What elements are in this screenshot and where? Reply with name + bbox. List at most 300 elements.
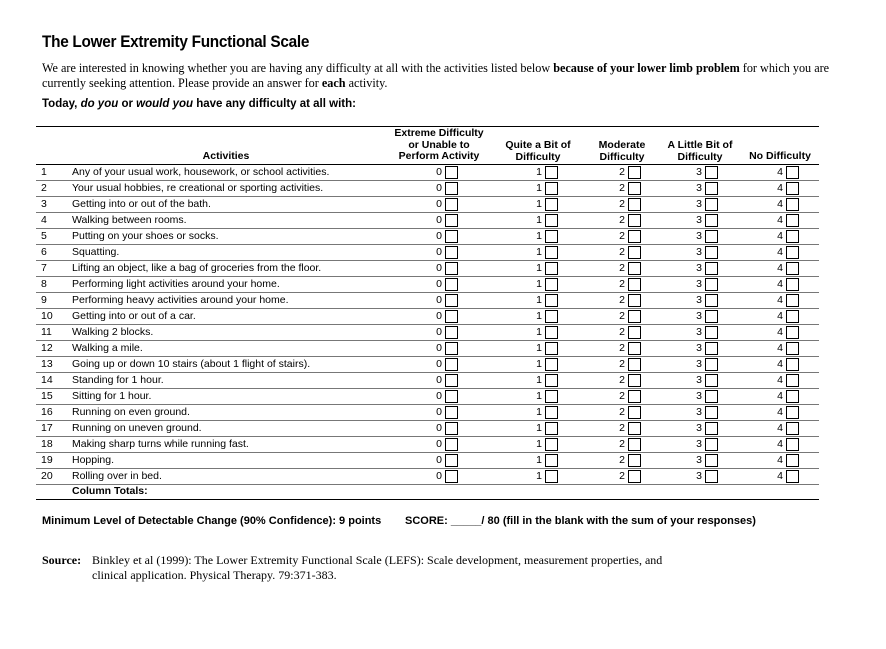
score-option[interactable] (601, 438, 641, 451)
score-checkbox[interactable] (705, 230, 718, 243)
score-checkbox[interactable] (445, 294, 458, 307)
score-checkbox[interactable] (445, 182, 458, 195)
score-option[interactable] (418, 326, 458, 339)
score-checkbox[interactable] (705, 390, 718, 403)
score-value: 0 (436, 390, 442, 402)
score-checkbox[interactable] (445, 438, 458, 451)
score-value: 0 (436, 310, 442, 322)
score-option[interactable] (759, 326, 799, 339)
score-checkbox[interactable] (705, 246, 718, 259)
score-checkbox[interactable] (545, 262, 558, 275)
score-value: 4 (777, 438, 783, 450)
score-option[interactable] (601, 454, 641, 467)
score-option[interactable] (418, 470, 458, 483)
score-option[interactable] (418, 358, 458, 371)
score-option[interactable] (418, 438, 458, 451)
score-value: 3 (696, 310, 702, 322)
score-option[interactable] (678, 182, 718, 195)
score-option[interactable] (601, 358, 641, 371)
score-option[interactable] (518, 198, 558, 211)
score-option[interactable] (601, 166, 641, 179)
score-value: 1 (536, 390, 542, 402)
score-value: 2 (619, 214, 625, 226)
score-checkbox[interactable] (705, 438, 718, 451)
score-option[interactable] (759, 342, 799, 355)
score-value: 4 (777, 374, 783, 386)
score-option[interactable] (418, 278, 458, 291)
score-checkbox[interactable] (786, 438, 799, 451)
score-value: 3 (696, 422, 702, 434)
activity-label: Performing heavy activities around your home. (72, 294, 289, 306)
score-value: 3 (696, 198, 702, 210)
table-row (36, 373, 819, 389)
score-option[interactable] (678, 438, 718, 451)
intro-part: We are interested in knowing whether you are having any difficulty at all with the activities listed below (42, 61, 554, 75)
score-value: 4 (777, 198, 783, 210)
score-option[interactable] (418, 230, 458, 243)
table-row (36, 181, 819, 197)
score-checkbox[interactable] (628, 454, 641, 467)
score-checkbox[interactable] (628, 278, 641, 291)
score-checkbox[interactable] (705, 198, 718, 211)
score-checkbox[interactable] (786, 326, 799, 339)
activity-label: Walking a mile. (72, 342, 143, 354)
score-checkbox[interactable] (545, 278, 558, 291)
score-checkbox[interactable] (705, 310, 718, 323)
score-option[interactable] (759, 390, 799, 403)
score-option[interactable] (678, 310, 718, 323)
score-option[interactable] (601, 246, 641, 259)
score-checkbox[interactable] (545, 246, 558, 259)
score-checkbox[interactable] (628, 438, 641, 451)
table-row (36, 357, 819, 373)
score-value: 3 (696, 166, 702, 178)
score-checkbox[interactable] (628, 310, 641, 323)
score-checkbox[interactable] (445, 166, 458, 179)
score-value: 0 (436, 326, 442, 338)
score-option[interactable] (678, 198, 718, 211)
score-option[interactable] (518, 246, 558, 259)
score-value: 1 (536, 438, 542, 450)
score-checkbox[interactable] (628, 294, 641, 307)
score-option[interactable] (418, 198, 458, 211)
score-option[interactable] (518, 422, 558, 435)
row-number: 5 (41, 230, 47, 242)
intro-part: for which you are currently seeking attention. Please provide an answer for (42, 61, 830, 90)
score-checkbox[interactable] (445, 470, 458, 483)
score-option[interactable] (601, 374, 641, 387)
score-value: 4 (777, 262, 783, 274)
score-option[interactable] (759, 438, 799, 451)
score-value: 0 (436, 374, 442, 386)
score-value: 4 (777, 406, 783, 418)
score-checkbox[interactable] (786, 246, 799, 259)
score-option[interactable] (518, 406, 558, 419)
header-line: Quite a Bit of (505, 139, 571, 151)
score-checkbox[interactable] (786, 374, 799, 387)
score-checkbox[interactable] (628, 406, 641, 419)
score-checkbox[interactable] (786, 278, 799, 291)
score-checkbox[interactable] (705, 326, 718, 339)
header-moderate (582, 140, 662, 163)
score-checkbox[interactable] (786, 454, 799, 467)
score-value: 1 (536, 358, 542, 370)
score-checkbox[interactable] (705, 342, 718, 355)
score-option[interactable] (759, 406, 799, 419)
score-checkbox[interactable] (705, 166, 718, 179)
score-value: 1 (536, 342, 542, 354)
score-checkbox[interactable] (445, 342, 458, 355)
score-checkbox[interactable] (628, 246, 641, 259)
score-option[interactable] (418, 166, 458, 179)
table-row (36, 165, 819, 181)
score-checkbox[interactable] (786, 342, 799, 355)
score-value: 1 (536, 278, 542, 290)
row-number: 3 (41, 198, 47, 210)
activity-label: Your usual hobbies, re creational or sporting activities. (72, 182, 324, 194)
score-checkbox[interactable] (545, 342, 558, 355)
score-checkbox[interactable] (445, 406, 458, 419)
score-value: 1 (536, 310, 542, 322)
intro-emphasis: each (321, 75, 346, 90)
score-option[interactable] (601, 326, 641, 339)
score-checkbox[interactable] (786, 310, 799, 323)
score-checkbox[interactable] (445, 422, 458, 435)
score-option[interactable] (759, 262, 799, 275)
score-option[interactable] (518, 294, 558, 307)
score-checkbox[interactable] (445, 390, 458, 403)
score-checkbox[interactable] (786, 182, 799, 195)
score-option[interactable] (678, 454, 718, 467)
score-checkbox[interactable] (628, 230, 641, 243)
score-option[interactable] (601, 214, 641, 227)
score-checkbox[interactable] (786, 470, 799, 483)
score-checkbox[interactable] (628, 342, 641, 355)
header-line: or Unable to (408, 138, 470, 151)
score-value: 4 (777, 166, 783, 178)
score-option[interactable] (759, 166, 799, 179)
score-value: 2 (619, 310, 625, 322)
score-value: 4 (777, 182, 783, 194)
score-option[interactable] (678, 470, 718, 483)
score-checkbox[interactable] (545, 230, 558, 243)
score-value: 0 (436, 470, 442, 482)
score-option[interactable] (678, 422, 718, 435)
score-option[interactable] (601, 310, 641, 323)
score-checkbox[interactable] (445, 454, 458, 467)
score-option[interactable] (759, 358, 799, 371)
score-value: 0 (436, 438, 442, 450)
score-option[interactable] (678, 326, 718, 339)
score-option[interactable] (518, 310, 558, 323)
score-value: 2 (619, 246, 625, 258)
score-option[interactable] (678, 214, 718, 227)
score-option[interactable] (678, 278, 718, 291)
header-line: Moderate (598, 139, 646, 151)
row-number: 12 (41, 342, 53, 354)
score-value: 0 (436, 278, 442, 290)
score-value: 2 (619, 422, 625, 434)
table-row (36, 325, 819, 341)
score-checkbox[interactable] (445, 246, 458, 259)
score-checkbox[interactable] (628, 262, 641, 275)
score-value: 3 (696, 342, 702, 354)
score-option[interactable] (518, 166, 558, 179)
row-number: 7 (41, 262, 47, 274)
score-checkbox[interactable] (705, 454, 718, 467)
score-checkbox[interactable] (545, 422, 558, 435)
score-option[interactable] (418, 390, 458, 403)
table-row (36, 341, 819, 357)
score-checkbox[interactable] (545, 454, 558, 467)
score-checkbox[interactable] (628, 182, 641, 195)
score-value: 3 (696, 262, 702, 274)
score-option[interactable] (678, 262, 718, 275)
score-option[interactable] (759, 294, 799, 307)
score-checkbox[interactable] (628, 470, 641, 483)
score-option[interactable] (418, 262, 458, 275)
activity-label: Standing for 1 hour. (72, 374, 164, 386)
score-option[interactable] (518, 390, 558, 403)
score-option[interactable] (601, 390, 641, 403)
score-option[interactable] (418, 294, 458, 307)
score-value: 3 (696, 406, 702, 418)
score-value: 0 (436, 246, 442, 258)
score-option[interactable] (759, 310, 799, 323)
score-checkbox[interactable] (445, 262, 458, 275)
score-value: 1 (536, 326, 542, 338)
score-option[interactable] (601, 230, 641, 243)
score-checkbox[interactable] (628, 214, 641, 227)
score-value: 1 (536, 454, 542, 466)
score-checkbox[interactable] (545, 374, 558, 387)
score-value: 3 (696, 358, 702, 370)
score-checkbox[interactable] (545, 166, 558, 179)
score-option[interactable] (678, 342, 718, 355)
activity-label: Making sharp turns while running fast. (72, 438, 249, 450)
score-option[interactable] (418, 182, 458, 195)
score-checkbox[interactable] (545, 326, 558, 339)
score-value: 4 (777, 358, 783, 370)
header-activities: Activities (202, 150, 250, 162)
prompt-emphasis: would you (136, 98, 194, 110)
score-option[interactable] (418, 342, 458, 355)
score-value: 3 (696, 214, 702, 226)
score-option[interactable] (418, 310, 458, 323)
score-checkbox[interactable] (545, 406, 558, 419)
score-value: 2 (619, 342, 625, 354)
score-option[interactable] (418, 422, 458, 435)
score-value: 3 (696, 374, 702, 386)
score-option[interactable] (759, 198, 799, 211)
source-label: Source: (42, 553, 82, 567)
score-option[interactable] (601, 262, 641, 275)
score-checkbox[interactable] (545, 358, 558, 371)
score-value: 3 (696, 470, 702, 482)
score-option[interactable] (678, 294, 718, 307)
score-checkbox[interactable] (628, 390, 641, 403)
table-row (36, 405, 819, 421)
score-checkbox[interactable] (545, 294, 558, 307)
row-number: 14 (41, 374, 53, 386)
score-checkbox[interactable] (705, 358, 718, 371)
score-checkbox[interactable] (545, 470, 558, 483)
score-checkbox[interactable] (445, 358, 458, 371)
score-checkbox[interactable] (545, 438, 558, 451)
score-value: 4 (777, 310, 783, 322)
row-number: 18 (41, 438, 53, 450)
score-option[interactable] (678, 230, 718, 243)
score-option[interactable] (518, 358, 558, 371)
score-option[interactable] (678, 246, 718, 259)
score-checkbox[interactable] (786, 214, 799, 227)
score-value: 0 (436, 262, 442, 274)
score-checkbox[interactable] (786, 294, 799, 307)
score-checkbox[interactable] (705, 262, 718, 275)
score-option[interactable] (418, 454, 458, 467)
score-option[interactable] (518, 438, 558, 451)
table-row (36, 309, 819, 325)
score-checkbox[interactable] (628, 166, 641, 179)
score-checkbox[interactable] (545, 198, 558, 211)
score-checkbox[interactable] (445, 214, 458, 227)
score-option[interactable] (759, 214, 799, 227)
score-value: 0 (436, 294, 442, 306)
score-value: 2 (619, 374, 625, 386)
score-option[interactable] (418, 246, 458, 259)
score-option[interactable] (678, 166, 718, 179)
row-number: 20 (41, 470, 53, 482)
score-checkbox[interactable] (705, 214, 718, 227)
activity-label: Getting into or out of a car. (72, 310, 196, 322)
score-checkbox[interactable] (786, 406, 799, 419)
score-option[interactable] (518, 454, 558, 467)
score-checkbox[interactable] (445, 310, 458, 323)
score-checkbox[interactable] (445, 326, 458, 339)
score-value: 0 (436, 422, 442, 434)
score-option[interactable] (678, 358, 718, 371)
score-option[interactable] (418, 406, 458, 419)
row-number: 6 (41, 246, 47, 258)
table-row (36, 453, 819, 469)
header-line: A Little Bit of (667, 139, 733, 151)
score-option[interactable] (759, 278, 799, 291)
score-option[interactable] (601, 198, 641, 211)
score-option[interactable] (518, 470, 558, 483)
header-quite-a-bit (492, 140, 584, 163)
score-option[interactable] (759, 246, 799, 259)
score-checkbox[interactable] (545, 214, 558, 227)
score-value: 4 (777, 422, 783, 434)
score-checkbox[interactable] (545, 310, 558, 323)
score-option[interactable] (601, 278, 641, 291)
score-checkbox[interactable] (705, 278, 718, 291)
score-checkbox[interactable] (705, 422, 718, 435)
score-value: 1 (536, 214, 542, 226)
score-option[interactable] (678, 390, 718, 403)
header-little-bit (657, 140, 743, 163)
score-value: 3 (696, 182, 702, 194)
score-checkbox[interactable] (628, 358, 641, 371)
score-option[interactable] (518, 278, 558, 291)
score-option[interactable] (759, 182, 799, 195)
page-title: The Lower Extremity Functional Scale (42, 33, 310, 51)
score-option[interactable] (418, 374, 458, 387)
score-option[interactable] (678, 406, 718, 419)
table-row (36, 389, 819, 405)
score-option[interactable] (759, 470, 799, 483)
activity-label: Squatting. (72, 246, 120, 258)
score-checkbox[interactable] (445, 278, 458, 291)
score-option[interactable] (518, 374, 558, 387)
score-option[interactable] (601, 294, 641, 307)
score-checkbox[interactable] (545, 390, 558, 403)
score-checkbox[interactable] (628, 374, 641, 387)
row-number: 8 (41, 278, 47, 290)
score-option[interactable] (601, 470, 641, 483)
score-checkbox[interactable] (786, 390, 799, 403)
score-option[interactable] (518, 342, 558, 355)
score-checkbox[interactable] (628, 326, 641, 339)
score-option[interactable] (418, 214, 458, 227)
score-checkbox[interactable] (628, 422, 641, 435)
score-checkbox[interactable] (786, 262, 799, 275)
score-option[interactable] (601, 342, 641, 355)
header-line: No Difficulty (749, 150, 811, 162)
score-value: 1 (536, 198, 542, 210)
score-checkbox[interactable] (705, 294, 718, 307)
score-option[interactable] (601, 406, 641, 419)
score-checkbox[interactable] (705, 470, 718, 483)
score-checkbox[interactable] (786, 230, 799, 243)
score-option[interactable] (518, 182, 558, 195)
score-option[interactable] (518, 230, 558, 243)
score-option[interactable] (601, 182, 641, 195)
score-option[interactable] (759, 230, 799, 243)
score-option[interactable] (518, 326, 558, 339)
row-number: 15 (41, 390, 53, 402)
score-value: 1 (536, 406, 542, 418)
score-checkbox[interactable] (705, 182, 718, 195)
activity-label: Hopping. (72, 454, 115, 466)
score-checkbox[interactable] (445, 230, 458, 243)
score-option[interactable] (601, 422, 641, 435)
score-option[interactable] (759, 454, 799, 467)
prompt-part: Today, (42, 98, 81, 110)
score-value: 4 (777, 246, 783, 258)
score-option[interactable] (759, 374, 799, 387)
score-checkbox[interactable] (786, 166, 799, 179)
score-option[interactable] (759, 422, 799, 435)
score-checkbox[interactable] (445, 198, 458, 211)
score-checkbox[interactable] (786, 422, 799, 435)
score-checkbox[interactable] (445, 374, 458, 387)
score-checkbox[interactable] (786, 198, 799, 211)
score-checkbox[interactable] (705, 406, 718, 419)
score-value: 3 (696, 246, 702, 258)
intro-part: activity. (345, 75, 388, 90)
score-checkbox[interactable] (545, 182, 558, 195)
score-value: 2 (619, 262, 625, 274)
score-checkbox[interactable] (628, 198, 641, 211)
score-checkbox[interactable] (705, 374, 718, 387)
score-option[interactable] (678, 374, 718, 387)
score-checkbox[interactable] (786, 358, 799, 371)
table-row (36, 197, 819, 213)
score-option[interactable] (518, 262, 558, 275)
score-option[interactable] (518, 214, 558, 227)
score-value: 1 (536, 470, 542, 482)
